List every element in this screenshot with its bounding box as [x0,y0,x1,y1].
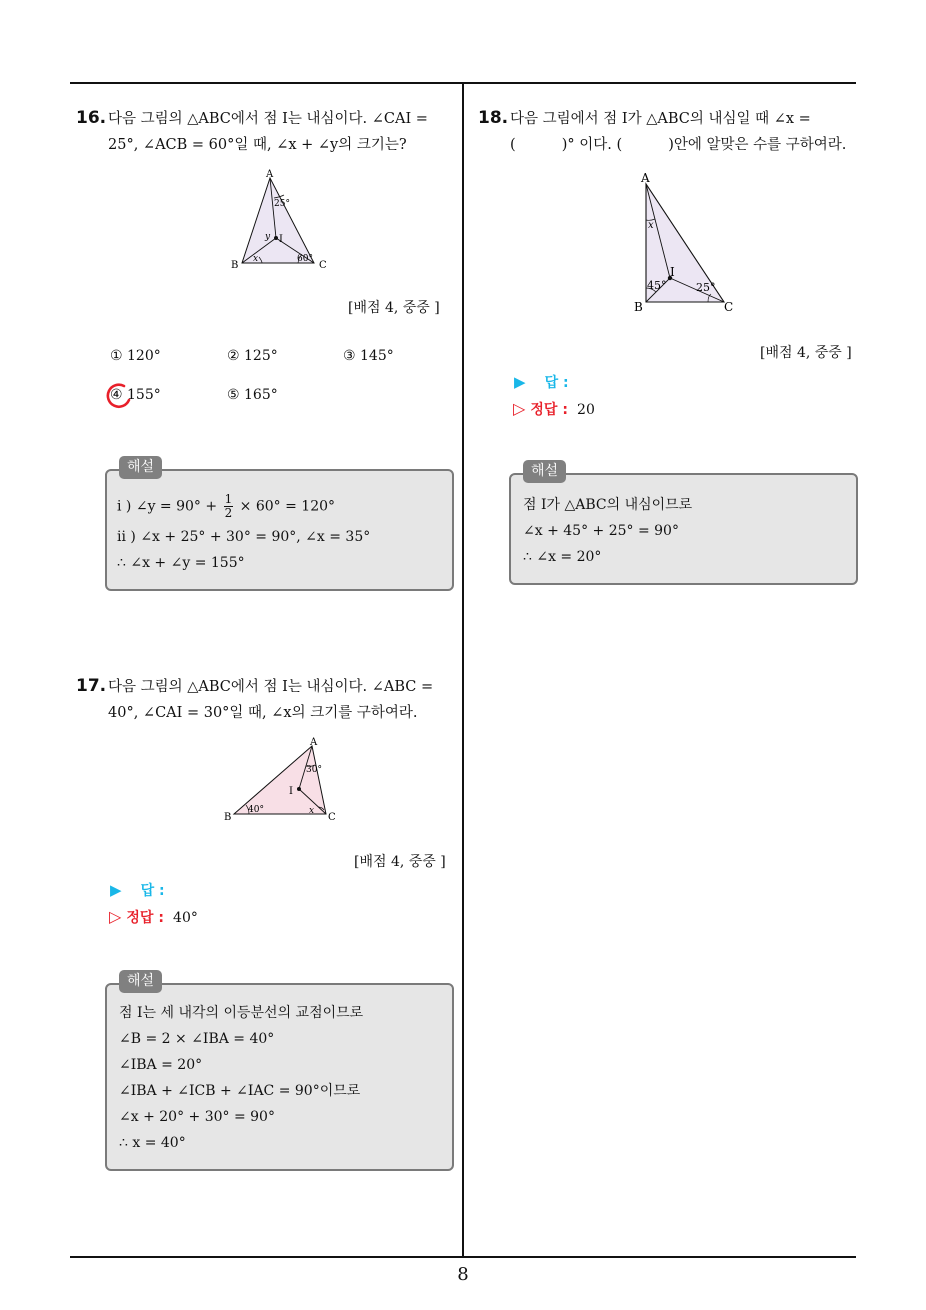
choice-3[interactable]: ③ 145° [343,348,394,364]
column-divider [462,82,464,1258]
fig18-angle-45: 45° [647,279,667,292]
fig16-angle-25: 25° [274,199,290,209]
question-16-number: 16. [76,108,107,128]
bottom-rule [70,1256,856,1258]
choice-4[interactable]: ④ 155° [110,387,161,403]
question-16-triangle-figure [222,168,334,270]
fig16-var-x: x [253,254,259,264]
q18-solution-line3: ∴ ∠x = 20° [523,549,602,565]
q17-solution-line4: ∠IBA + ∠ICB + ∠IAC = 90°이므로 [119,1083,361,1099]
question-17-number: 17. [76,676,107,696]
answer-label: 답 : [544,375,569,391]
fig18-label-c: C [724,300,734,314]
q18-solution-line2: ∠x + 45° + 25° = 90° [523,523,679,539]
q16-solution-line2: ii ) ∠x + 25° + 30° = 90°, ∠x = 35° [117,529,371,545]
q17-solution-line1: 점 I는 세 내각의 이등분선의 교점이므로 [119,1005,364,1021]
q17-solution-line3: ∠IBA = 20° [119,1057,203,1073]
q16-fraction-half: $\frac{1}{2}$ [224,492,233,520]
question-16-solution-box [105,469,454,591]
question-18-number: 18. [478,108,509,128]
question-17-solution-tab: 해설 [119,970,162,993]
fig16-label-c: C [319,260,327,270]
fig17-label-i: I [289,786,293,797]
question-16-score: [배점 4, 중중 ] [348,300,440,316]
correct-arrow-icon: ▷ [109,907,122,926]
q16-solution-line3: ∴ ∠x + ∠y = 155° [117,555,245,571]
question-18-solution-tab: 해설 [523,460,566,483]
question-17-line1: 다음 그림의 △ABC에서 점 I는 내심이다. ∠ABC = [108,679,434,695]
question-18-line2: ( )° 이다. ( )안에 알맞은 수를 구하여라. [510,137,847,153]
q17-solution-line2: ∠B = 2 × ∠IBA = 40° [119,1031,275,1047]
question-17-triangle-figure [220,736,342,824]
choice-5[interactable]: ⑤ 165° [227,387,278,403]
fig16-label-a: A [266,169,274,180]
fig18-label-a: A [641,171,650,185]
answer-label: 답 : [140,883,165,899]
question-18-triangle-figure [630,170,742,314]
answer-arrow-icon: ▶ [514,373,526,391]
fig17-label-b: B [224,812,232,823]
question-17-answer-row [110,880,165,900]
fig16-label-i: I [279,234,283,245]
question-18-score: [배점 4, 중중 ] [760,345,852,361]
q17-solution-line6: ∴ x = 40° [119,1135,186,1151]
question-16-line1: 다음 그림의 △ABC에서 점 I는 내심이다. ∠CAI = [108,111,428,127]
fig18-var-x: x [648,220,654,231]
question-17-score: [배점 4, 중중 ] [354,854,446,870]
question-18-line1: 다음 그림에서 점 I가 △ABC의 내심일 때 ∠x = [510,111,811,127]
question-17-line2: 40°, ∠CAI = 30°일 때, ∠x의 크기를 구하여라. [108,705,418,721]
choice-1[interactable]: ① 120° [110,348,161,364]
question-18-answer-row [514,372,569,392]
question-18-correct-row [513,399,595,419]
fig17-label-c: C [328,812,336,823]
selected-answer-circle-mark [103,381,133,411]
fig16-var-y: y [265,232,271,242]
q16-solution-line1: i ) ∠y = 90° + $\frac{1}{2}$ × 60° = 120° [117,492,336,520]
q17-solution-line5: ∠x + 20° + 30° = 90° [119,1109,275,1125]
fig17-var-x: x [309,806,315,816]
correct-value: 20 [577,402,595,418]
question-18-solution-box [509,473,858,585]
fig18-angle-25: 25° [696,281,716,294]
fig16-label-b: B [231,260,239,270]
correct-label: 정답 : [126,910,164,926]
answer-arrow-icon: ▶ [110,881,122,899]
question-17-correct-row [109,907,198,927]
question-16-line2: 25°, ∠ACB = 60°일 때, ∠x + ∠y의 크기는? [108,137,407,153]
correct-arrow-icon: ▷ [513,399,526,418]
page-number: 8 [457,1264,469,1285]
q18-solution-line1: 점 I가 △ABC의 내심이므로 [523,497,693,513]
choice-2[interactable]: ② 125° [227,348,278,364]
fig18-label-b: B [634,300,643,314]
question-17-solution-box [105,983,454,1171]
fig17-angle-40: 40° [248,805,264,815]
question-16-solution-tab: 해설 [119,456,162,479]
correct-value: 40° [173,910,198,926]
fig18-label-i: I [670,265,675,279]
correct-label: 정답 : [530,402,568,418]
fig17-label-a: A [310,737,318,748]
fig16-angle-60: 60° [297,254,313,264]
fig17-angle-30: 30° [306,765,322,775]
